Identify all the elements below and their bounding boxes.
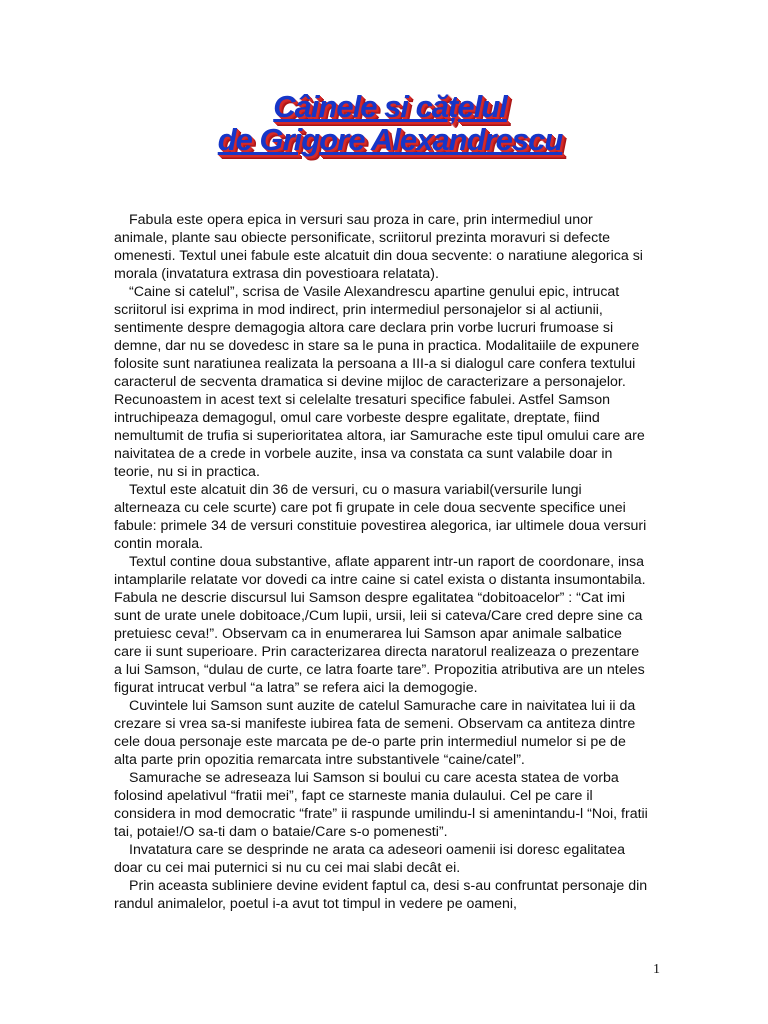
paragraph-2: “Caine si catelul”, scrisa de Vasile Alexandrescu apartine genului epic, intrucat scriitorul isi exprima in mod indirect, prin intermediul personajelor si al actiunii, sentimente despre demagogia altora care declara prin vorbe lucruri frumoase si demne, dar nu se dovedesc in stare sa le puna in practica. Modalitaiile de expunere folosite sunt naratiunea realizata la persoana a III-a si dialogul care confera textului caracterul de secventa dramatica si devine mijloc de caracterizare a personajelor. Recunoastem in acest text si celelalte tresaturi specifice fabulei. Astfel Samson intruchipeaza demagogul, omul care vorbeste despre egalitate, dreptate, fiind nemultumit de trufia si superioritatea altora, iar Samurache este tipul omului care are naivitatea de a crede in vorbele auzite, insa va constata ca sunt valabile doar in teorie, nu si in practica. [114, 284, 645, 480]
title-line-1: Câinele si cățelul [273, 89, 507, 124]
paragraph-1: Fabula este opera epica in versuri sau proza in care, prin intermediul unor animale, plante sau obiecte personificate, scriitorul prezinta moravuri si defecte omenesti. Textul unei fabule este alcatuit din doua secvente: o naratiune alegorica si morala (invatatura extrasa din povestioara relatata). [114, 212, 643, 282]
paragraph-6: Samurache se adreseaza lui Samson si boului cu care acesta statea de vorba folosind apelativul “fratii mei”, fapt ce starneste mania dulaului. Cel pe care il considera in mod democratic “frate” ii raspunde umilindu-l si amenintandu-l “Noi, fratii tai, potaie!/O sa-ti dam o bataie/Care s-o pomenesti”. [114, 770, 648, 840]
paragraph-7: Invatatura care se desprinde ne arata ca adeseori oamenii isi doresc egalitatea doar cu cei mai puternici si nu cu cei mai slabi decât ei. [114, 842, 626, 876]
body-text [114, 211, 648, 913]
paragraph-4: Textul contine doua substantive, aflate apparent intr-un raport de coordonare, insa intamplarile relatate vor dovedi ca intre caine si catel exista o distanta insumontabila. Fabula ne descrie discursul lui Samson despre egalitatea “dobitoacelor” : “Cat imi sunt de urate unele dobitoace,/Cum lupii, ursii, leii si cateva/Care cred depre sine ca pretuiesc ceva!”. Observam ca in enumerarea lui Samson apar animale salbatice care ii sunt superioare. Prin caracterizarea directa naratorul realizeaza o prezentare a lui Samson, “dulau de curte, ce latra foarte tare”. Propozitia atributiva are un nteles figurat intrucat verbul “a latra” se refera aici la demogogie. [114, 554, 646, 696]
paragraph-5: Cuvintele lui Samson sunt auzite de catelul Samurache care in naivitatea lui ii da crezare si vrea sa-si manifeste iubirea fata de semeni. Observam ca antiteza dintre cele doua personaje este marcata pe de-o parte prin intermediul numelor si pe de alta parte prin opozitia remarcata intre substantivele “caine/catel”. [114, 698, 636, 768]
paragraph-3: Textul este alcatuit din 36 de versuri, cu o masura variabil(versurile lungi alterneaza cu cele scurte) care pot fi grupate in cele doua secvente specifice unei fabule: primele 34 de versuri constituie povestirea alegorica, iar ultimele doua versuri contin morala. [114, 482, 647, 552]
paragraph-8: Prin aceasta subliniere devine evident faptul ca, desi s-au confruntat personaje din randul animalelor, poetul i-a avut tot timpul in vedere pe oameni, [114, 878, 648, 912]
title-line-2: de Grigore Alexandrescu [217, 122, 563, 157]
page-number: 1 [653, 962, 660, 977]
document-title [180, 90, 600, 156]
